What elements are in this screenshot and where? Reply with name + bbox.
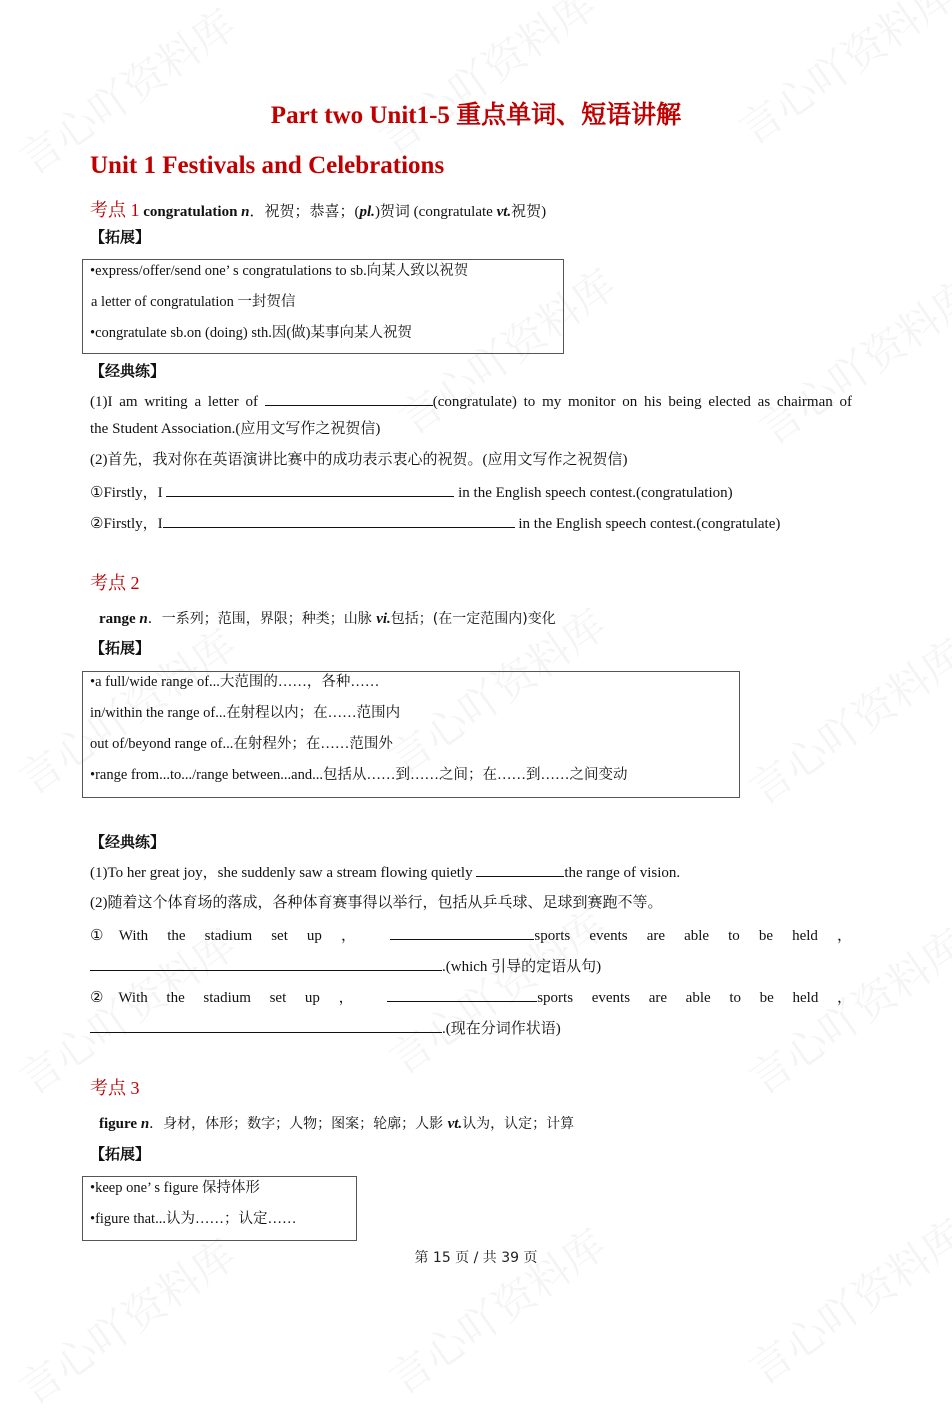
point-3-label: 考点 3 [90,1078,140,1098]
verb-tag: vt. [447,1116,463,1132]
meaning: )贺词 (congratulate [374,204,497,220]
verb-tag: vi. [376,611,391,627]
verb-tag: vt. [496,204,512,220]
text: (congratulate) to my monitor on his being elected as chairman of [432,394,853,410]
plural-tag: pl. [359,204,375,220]
text: ①Firstly，I [90,485,167,501]
expand-box [82,259,564,354]
answer-blank[interactable] [90,1018,442,1033]
answer-blank[interactable] [265,391,433,406]
text: (1)To her great joy，she suddenly saw a stream flowing quietly [90,865,477,881]
expand-item: a letter of congratulation 一封贺信 [91,294,296,310]
meaning: 祝贺) [511,204,547,220]
point-1-heading [90,200,546,222]
text: ②Firstly，I [90,516,163,532]
meaning: ．祝贺；恭喜；( [249,204,360,220]
text: sports events are able to be held ， [537,990,853,1006]
headword: congratulation [143,204,238,220]
point-label: 考点 1 [90,200,140,220]
expand-label: 【拓展】 [90,641,151,657]
expand-item: •figure that...认为……；认定…… [90,1211,297,1227]
practice-q2-2-cont [90,1018,561,1039]
watermark-text [726,0,952,157]
watermark-text [366,0,607,167]
text: the range of vision. [564,865,681,881]
expand-item: in/within the range of...在射程以内；在……范围内 [90,705,401,721]
practice-q2-1-cont [90,956,601,977]
text: in the English speech contest.(congratulate) [514,516,781,532]
watermark-text [736,1203,952,1397]
practice-label: 【经典练】 [90,364,166,380]
point-2-heading [99,609,556,629]
practice-q1 [90,862,680,883]
answer-blank[interactable] [390,925,534,940]
text: ①With the stadium set up ， [90,928,391,944]
practice-q2-2 [90,987,852,1008]
text: .(现在分词作状语) [442,1021,561,1037]
answer-blank[interactable] [387,987,537,1002]
unit-heading: Unit 1 Festivals and Celebrations [90,152,445,179]
practice-q2-1 [90,482,733,503]
expand-item: •range from...to.../range between...and...包括从……到……之间；在……到……之间变动 [90,767,628,783]
headword: range [99,611,136,627]
expand-label: 【拓展】 [90,230,151,246]
expand-item: •express/offer/send one’ s congratulations to sb.向某人致以祝贺 [90,263,469,279]
practice-q2: (2)首先，我对你在英语演讲比赛中的成功表示衷心的祝贺。(应用文写作之祝贺信) [90,452,628,468]
meaning: ．身材，体形；数字；人物；图案；轮廓；人影 [149,1116,448,1132]
answer-blank[interactable] [166,482,454,497]
text: .(which 引导的定语从句) [442,959,602,975]
practice-q1 [90,391,852,412]
page-number: 第 15 页 / 共 39 页 [414,1250,538,1266]
answer-blank[interactable] [476,862,564,877]
practice-q2: (2)随着这个体育场的落成，各种体育赛事得以举行，包括从乒乓球、足球到赛跑不等。 [90,895,663,911]
part-of-speech: n [140,1116,150,1132]
practice-q2-2 [90,513,780,534]
part-of-speech: n [241,204,250,220]
text: in the English speech contest.(congratulation) [454,485,733,501]
point-2-label: 考点 2 [90,573,140,593]
answer-blank[interactable] [90,956,442,971]
headword: figure [99,1116,138,1132]
expand-item: •keep one’ s figure 保持体形 [90,1180,260,1196]
meaning: ．一系列；范围，界限；种类；山脉 [147,611,377,627]
practice-q1-cont: the Student Association.(应用文写作之祝贺信) [90,421,381,437]
practice-label: 【经典练】 [90,835,166,851]
page-title: Part two Unit1-5 重点单词、短语讲解 [270,102,682,129]
answer-blank[interactable] [163,513,515,528]
expand-item: out of/beyond range of...在射程外；在……范围外 [90,736,393,752]
meaning: 认为，认定；计算 [462,1116,575,1132]
watermark-text [376,1213,617,1407]
expand-item: •a full/wide range of...大范围的……，各种…… [90,674,380,690]
watermark-text [746,263,952,457]
text: sports events are able to be held ， [534,928,853,944]
practice-q2-1 [90,925,852,946]
text: (1)I am writing a letter of [90,394,265,410]
point-3-heading [99,1114,574,1134]
expand-item: •congratulate sb.on (doing) sth.因(做)某事向某人祝贺 [90,325,413,341]
meaning: 包括；(在一定范围内)变化 [390,611,556,627]
text: ②With the stadium set up ， [90,990,388,1006]
watermark-text [736,623,952,817]
part-of-speech: n [139,611,148,627]
expand-label: 【拓展】 [90,1147,151,1163]
expand-box [82,671,740,798]
expand-box [82,1176,357,1241]
